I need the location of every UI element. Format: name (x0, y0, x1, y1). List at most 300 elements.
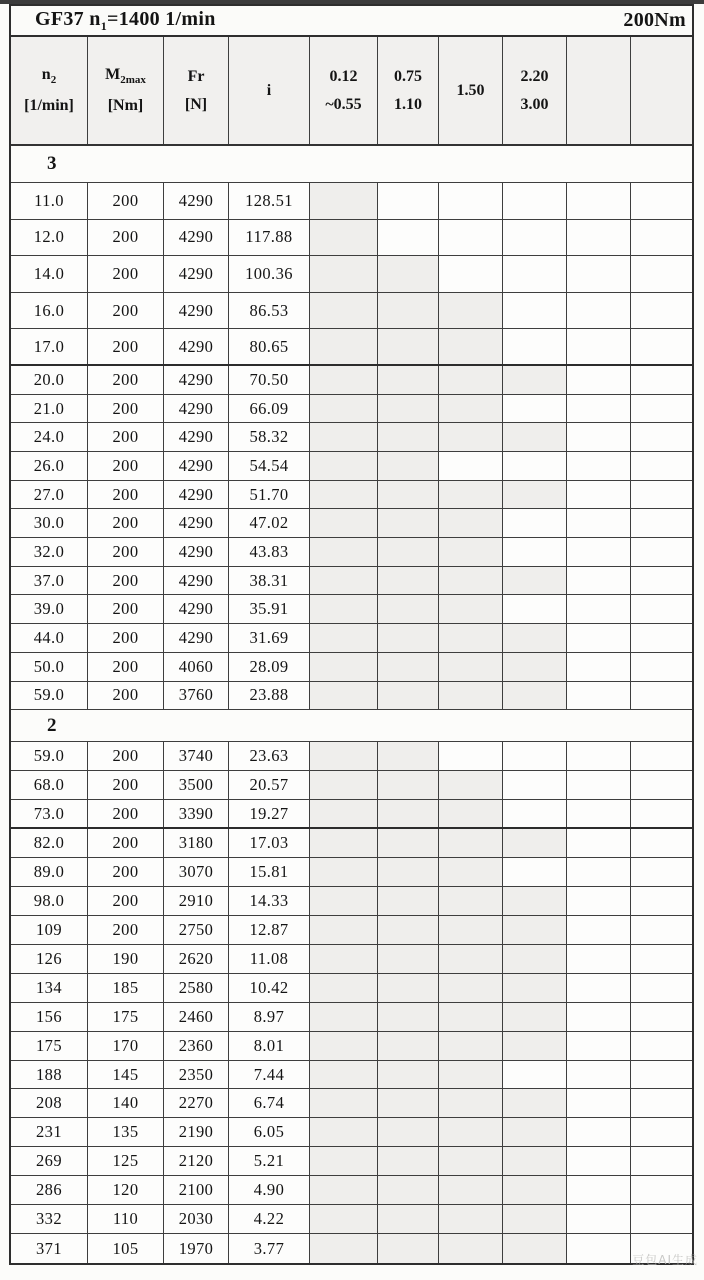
cell-i: 31.69 (229, 624, 310, 652)
input-speed-symbol: n (89, 7, 101, 30)
power-cell-1 (310, 183, 378, 219)
power-cell-2 (378, 945, 439, 973)
power-cell-3 (439, 742, 503, 770)
cell-m2max: 125 (88, 1147, 164, 1175)
power-cell-3 (439, 329, 503, 364)
power-cell-1 (310, 1089, 378, 1117)
power-cell-5 (567, 1176, 631, 1204)
power-cell-6 (631, 682, 692, 710)
table-row (11, 858, 692, 887)
table-row (11, 653, 692, 682)
power-cell-2 (378, 653, 439, 681)
power-cell-1 (310, 293, 378, 329)
power-cell-6 (631, 742, 692, 770)
cell-i: 5.21 (229, 1147, 310, 1175)
power-cell-1 (310, 1234, 378, 1263)
cell-n2: 16.0 (11, 293, 88, 329)
cell-m2max: 105 (88, 1234, 164, 1263)
cell-n2: 286 (11, 1176, 88, 1204)
cell-m2max: 200 (88, 538, 164, 566)
cell-n2: 269 (11, 1147, 88, 1175)
table-row (11, 509, 692, 538)
power-cell-3 (439, 916, 503, 944)
cell-m2max: 200 (88, 220, 164, 256)
table-row (11, 1147, 692, 1176)
power-cell-3 (439, 682, 503, 710)
power-cell-5 (567, 1061, 631, 1089)
col-header-power-220-300: 2.20 3.00 (503, 37, 567, 144)
power-cell-3 (439, 1176, 503, 1204)
cell-n2: 21.0 (11, 395, 88, 423)
power-cell-3 (439, 1147, 503, 1175)
cell-i: 3.77 (229, 1234, 310, 1263)
cell-i: 8.97 (229, 1003, 310, 1031)
power-cell-5 (567, 329, 631, 364)
power-cell-4 (503, 829, 567, 857)
cell-i: 15.81 (229, 858, 310, 886)
power-cell-2 (378, 624, 439, 652)
cell-m2max: 200 (88, 509, 164, 537)
table-row (11, 624, 692, 653)
cell-n2: 17.0 (11, 329, 88, 364)
cell-n2: 208 (11, 1089, 88, 1117)
cell-n2: 30.0 (11, 509, 88, 537)
cell-n2: 26.0 (11, 452, 88, 480)
power-cell-2 (378, 974, 439, 1002)
power-cell-2 (378, 256, 439, 292)
table-row (11, 366, 692, 395)
power-cell-1 (310, 945, 378, 973)
power-cell-4 (503, 220, 567, 256)
power-cell-3 (439, 538, 503, 566)
col-header-blank-2 (631, 37, 692, 144)
power-cell-1 (310, 329, 378, 364)
cell-fr: 4060 (164, 653, 229, 681)
table-title (35, 8, 216, 34)
power-cell-5 (567, 916, 631, 944)
table-row (11, 1032, 692, 1061)
power-cell-1 (310, 1118, 378, 1146)
power-cell-5 (567, 595, 631, 623)
cell-i: 100.36 (229, 256, 310, 292)
cell-n2: 82.0 (11, 829, 88, 857)
power-cell-2 (378, 220, 439, 256)
power-cell-6 (631, 1032, 692, 1060)
power-cell-1 (310, 742, 378, 770)
cell-fr: 4290 (164, 595, 229, 623)
table-row (11, 1234, 692, 1263)
power-cell-6 (631, 653, 692, 681)
table-row (11, 1089, 692, 1118)
power-cell-1 (310, 220, 378, 256)
power-cell-3 (439, 1118, 503, 1146)
power-cell-4 (503, 974, 567, 1002)
power-cell-3 (439, 858, 503, 886)
power-cell-1 (310, 509, 378, 537)
cell-fr: 3180 (164, 829, 229, 857)
cell-n2: 134 (11, 974, 88, 1002)
cell-m2max: 200 (88, 800, 164, 827)
cell-n2: 59.0 (11, 682, 88, 710)
power-cell-3 (439, 1061, 503, 1089)
power-cell-6 (631, 1089, 692, 1117)
power-cell-1 (310, 624, 378, 652)
power-cell-3 (439, 1003, 503, 1031)
power-cell-3 (439, 481, 503, 509)
power-cell-3 (439, 366, 503, 394)
cell-fr: 4290 (164, 481, 229, 509)
cell-m2max: 185 (88, 974, 164, 1002)
cell-n2: 50.0 (11, 653, 88, 681)
cell-i: 7.44 (229, 1061, 310, 1089)
cell-m2max: 110 (88, 1205, 164, 1233)
power-cell-5 (567, 183, 631, 219)
cell-n2: 14.0 (11, 256, 88, 292)
power-cell-3 (439, 293, 503, 329)
table-row (11, 395, 692, 424)
cell-n2: 12.0 (11, 220, 88, 256)
power-cell-1 (310, 653, 378, 681)
power-cell-6 (631, 220, 692, 256)
power-cell-1 (310, 595, 378, 623)
table-body (11, 146, 692, 1263)
section-row (11, 146, 692, 183)
power-cell-3 (439, 509, 503, 537)
power-cell-5 (567, 452, 631, 480)
power-cell-3 (439, 452, 503, 480)
power-cell-1 (310, 1147, 378, 1175)
power-cell-4 (503, 183, 567, 219)
power-cell-6 (631, 423, 692, 451)
power-cell-2 (378, 423, 439, 451)
cell-n2: 89.0 (11, 858, 88, 886)
power-cell-6 (631, 509, 692, 537)
cell-fr: 2750 (164, 916, 229, 944)
table-row (11, 567, 692, 596)
power-cell-6 (631, 829, 692, 857)
cell-m2max: 175 (88, 1003, 164, 1031)
power-cell-2 (378, 1234, 439, 1263)
power-cell-3 (439, 1234, 503, 1263)
power-cell-4 (503, 624, 567, 652)
power-cell-5 (567, 1089, 631, 1117)
power-cell-3 (439, 1032, 503, 1060)
power-cell-5 (567, 974, 631, 1002)
cell-fr: 2350 (164, 1061, 229, 1089)
power-cell-5 (567, 800, 631, 827)
cell-i: 128.51 (229, 183, 310, 219)
power-cell-1 (310, 1032, 378, 1060)
cell-i: 70.50 (229, 366, 310, 394)
cell-m2max: 200 (88, 423, 164, 451)
cell-m2max: 200 (88, 916, 164, 944)
cell-n2: 332 (11, 1205, 88, 1233)
table-row (11, 538, 692, 567)
power-cell-1 (310, 887, 378, 915)
cell-fr: 2190 (164, 1118, 229, 1146)
cell-i: 43.83 (229, 538, 310, 566)
cell-n2: 44.0 (11, 624, 88, 652)
power-cell-2 (378, 858, 439, 886)
table-row (11, 595, 692, 624)
power-cell-4 (503, 538, 567, 566)
cell-n2: 98.0 (11, 887, 88, 915)
power-cell-1 (310, 829, 378, 857)
power-cell-5 (567, 395, 631, 423)
cell-m2max: 200 (88, 366, 164, 394)
cell-fr: 1970 (164, 1234, 229, 1263)
power-cell-5 (567, 293, 631, 329)
power-cell-6 (631, 945, 692, 973)
cell-i: 66.09 (229, 395, 310, 423)
cell-m2max: 135 (88, 1118, 164, 1146)
cell-fr: 2580 (164, 974, 229, 1002)
power-cell-4 (503, 481, 567, 509)
cell-fr: 4290 (164, 329, 229, 364)
cell-fr: 2100 (164, 1176, 229, 1204)
power-cell-2 (378, 538, 439, 566)
cell-i: 80.65 (229, 329, 310, 364)
power-cell-4 (503, 423, 567, 451)
cell-n2: 156 (11, 1003, 88, 1031)
power-cell-4 (503, 800, 567, 827)
power-cell-5 (567, 1118, 631, 1146)
input-speed-value: =1400 1/min (107, 7, 216, 30)
cell-n2: 37.0 (11, 567, 88, 595)
model-name: GF37 (35, 7, 90, 30)
power-cell-6 (631, 1176, 692, 1204)
col-header-i: i (229, 37, 310, 144)
col-header-power-075-110: 0.75 1.10 (378, 37, 439, 144)
cell-fr: 2620 (164, 945, 229, 973)
power-cell-4 (503, 366, 567, 394)
table-row (11, 682, 692, 711)
power-cell-6 (631, 624, 692, 652)
cell-i: 4.22 (229, 1205, 310, 1233)
table-row (11, 256, 692, 293)
power-cell-1 (310, 452, 378, 480)
power-cell-6 (631, 858, 692, 886)
power-cell-5 (567, 538, 631, 566)
table-row (11, 945, 692, 974)
cell-m2max: 190 (88, 945, 164, 973)
power-cell-5 (567, 509, 631, 537)
cell-fr: 4290 (164, 452, 229, 480)
power-cell-2 (378, 329, 439, 364)
table-row (11, 1061, 692, 1090)
power-cell-2 (378, 682, 439, 710)
power-cell-5 (567, 1032, 631, 1060)
power-cell-1 (310, 423, 378, 451)
power-cell-4 (503, 395, 567, 423)
power-cell-6 (631, 183, 692, 219)
cell-i: 117.88 (229, 220, 310, 256)
power-cell-6 (631, 1147, 692, 1175)
cell-n2: 59.0 (11, 742, 88, 770)
cell-m2max: 200 (88, 771, 164, 799)
cell-m2max: 200 (88, 452, 164, 480)
power-cell-6 (631, 916, 692, 944)
power-cell-6 (631, 1061, 692, 1089)
cell-fr: 3390 (164, 800, 229, 827)
table-row (11, 974, 692, 1003)
table-row (11, 481, 692, 510)
power-cell-1 (310, 1176, 378, 1204)
power-cell-2 (378, 595, 439, 623)
cell-n2: 109 (11, 916, 88, 944)
cell-i: 47.02 (229, 509, 310, 537)
power-cell-1 (310, 916, 378, 944)
watermark: 豆包AI生成 (632, 1253, 698, 1267)
cell-fr: 2270 (164, 1089, 229, 1117)
power-cell-6 (631, 481, 692, 509)
power-cell-4 (503, 742, 567, 770)
power-cell-6 (631, 329, 692, 364)
cell-fr: 3760 (164, 682, 229, 710)
cell-m2max: 200 (88, 858, 164, 886)
cell-i: 10.42 (229, 974, 310, 1002)
power-cell-4 (503, 771, 567, 799)
power-cell-3 (439, 624, 503, 652)
cell-n2: 68.0 (11, 771, 88, 799)
table-row (11, 452, 692, 481)
power-cell-2 (378, 800, 439, 827)
power-cell-3 (439, 1089, 503, 1117)
cell-fr: 2360 (164, 1032, 229, 1060)
power-cell-2 (378, 1205, 439, 1233)
power-cell-6 (631, 1118, 692, 1146)
column-header-row (11, 37, 692, 146)
power-cell-6 (631, 771, 692, 799)
power-cell-5 (567, 1234, 631, 1263)
cell-i: 35.91 (229, 595, 310, 623)
power-cell-4 (503, 887, 567, 915)
power-cell-4 (503, 329, 567, 364)
power-cell-4 (503, 1147, 567, 1175)
power-cell-1 (310, 1205, 378, 1233)
power-cell-2 (378, 395, 439, 423)
cell-i: 20.57 (229, 771, 310, 799)
cell-m2max: 200 (88, 395, 164, 423)
table-row (11, 1205, 692, 1234)
cell-fr: 4290 (164, 256, 229, 292)
power-cell-3 (439, 395, 503, 423)
power-cell-5 (567, 366, 631, 394)
power-cell-6 (631, 395, 692, 423)
power-cell-4 (503, 293, 567, 329)
power-cell-1 (310, 481, 378, 509)
power-cell-1 (310, 366, 378, 394)
cell-i: 8.01 (229, 1032, 310, 1060)
table-row (11, 771, 692, 800)
cell-n2: 73.0 (11, 800, 88, 827)
power-cell-5 (567, 256, 631, 292)
power-cell-1 (310, 538, 378, 566)
cell-i: 12.87 (229, 916, 310, 944)
power-cell-1 (310, 974, 378, 1002)
cell-fr: 2460 (164, 1003, 229, 1031)
power-cell-5 (567, 1205, 631, 1233)
power-cell-5 (567, 653, 631, 681)
cell-m2max: 200 (88, 183, 164, 219)
cell-n2: 126 (11, 945, 88, 973)
power-cell-6 (631, 887, 692, 915)
cell-fr: 3500 (164, 771, 229, 799)
power-cell-4 (503, 1003, 567, 1031)
power-cell-4 (503, 509, 567, 537)
cell-m2max: 120 (88, 1176, 164, 1204)
power-cell-6 (631, 567, 692, 595)
power-cell-1 (310, 256, 378, 292)
cell-n2: 20.0 (11, 366, 88, 394)
cell-i: 19.27 (229, 800, 310, 827)
cell-n2: 188 (11, 1061, 88, 1089)
table-title-row (11, 6, 692, 37)
cell-fr: 2030 (164, 1205, 229, 1233)
cell-i: 58.32 (229, 423, 310, 451)
power-cell-6 (631, 366, 692, 394)
power-cell-3 (439, 567, 503, 595)
power-cell-5 (567, 829, 631, 857)
table-row (11, 183, 692, 220)
power-cell-6 (631, 452, 692, 480)
cell-fr: 4290 (164, 293, 229, 329)
col-header-n2: $n_2$ [1/min] (11, 37, 88, 144)
cell-i: 54.54 (229, 452, 310, 480)
cell-n2: 371 (11, 1234, 88, 1263)
power-cell-1 (310, 1003, 378, 1031)
power-cell-2 (378, 771, 439, 799)
power-cell-3 (439, 595, 503, 623)
power-cell-3 (439, 829, 503, 857)
power-cell-1 (310, 1061, 378, 1089)
power-cell-1 (310, 800, 378, 827)
cell-m2max: 200 (88, 293, 164, 329)
power-cell-5 (567, 771, 631, 799)
cell-m2max: 200 (88, 595, 164, 623)
power-cell-5 (567, 858, 631, 886)
power-cell-2 (378, 481, 439, 509)
cell-m2max: 200 (88, 682, 164, 710)
power-cell-4 (503, 1118, 567, 1146)
power-cell-2 (378, 916, 439, 944)
col-header-fr: Fr [N] (164, 37, 229, 144)
power-cell-3 (439, 256, 503, 292)
power-cell-2 (378, 366, 439, 394)
cell-m2max: 200 (88, 829, 164, 857)
power-cell-4 (503, 595, 567, 623)
cell-m2max: 200 (88, 624, 164, 652)
cell-n2: 39.0 (11, 595, 88, 623)
cell-i: 6.05 (229, 1118, 310, 1146)
section-label: 2 (47, 714, 57, 736)
power-cell-4 (503, 256, 567, 292)
power-cell-5 (567, 1003, 631, 1031)
cell-i: 17.03 (229, 829, 310, 857)
table-row (11, 220, 692, 257)
power-cell-1 (310, 682, 378, 710)
cell-i: 28.09 (229, 653, 310, 681)
power-cell-2 (378, 1089, 439, 1117)
power-cell-2 (378, 567, 439, 595)
power-cell-6 (631, 1003, 692, 1031)
power-cell-5 (567, 742, 631, 770)
cell-m2max: 200 (88, 653, 164, 681)
cell-fr: 4290 (164, 538, 229, 566)
power-cell-4 (503, 682, 567, 710)
cell-m2max: 200 (88, 481, 164, 509)
table-row (11, 1176, 692, 1205)
